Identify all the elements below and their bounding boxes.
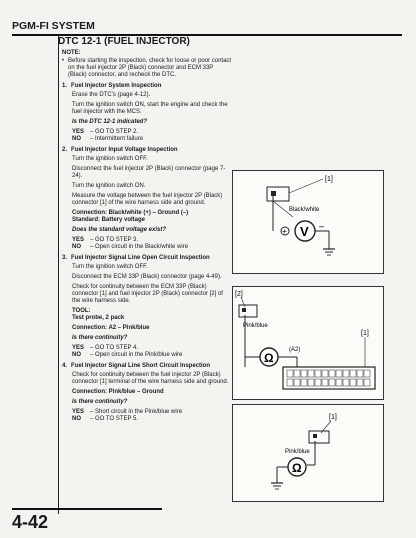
wire-label: Black/white	[289, 207, 320, 213]
positive-sign: +	[282, 227, 287, 236]
step-3-question: Is there continuity?	[72, 335, 128, 341]
callout-2-label: [2]	[235, 291, 243, 298]
callout-1-label: [1]	[361, 330, 369, 337]
injector-connector-icon	[267, 187, 289, 201]
pin-label: (A2)	[289, 347, 301, 353]
injector-connector-icon	[309, 431, 329, 443]
step-2-connection: Connection: Black/white (+) – Ground (–)	[72, 210, 189, 216]
step-1-yes: YES – GO TO STEP 2.	[72, 129, 139, 135]
section-rule	[58, 36, 59, 514]
step-2-body	[62, 156, 232, 251]
procedure-text	[62, 50, 232, 423]
step-1-question: Is the DTC 12-1 indicated?	[72, 119, 148, 125]
footer-rule	[12, 508, 162, 510]
step-4-title: 4. Fuel Injector Signal Line Short Circuit Inspection	[62, 363, 211, 369]
connector-terminal-icon	[242, 308, 246, 312]
step-2-line: Turn the ignition switch ON.	[72, 183, 146, 189]
diagram-voltage-check	[232, 170, 384, 274]
step-2-no: NO – Open circuit in the Black/white wire	[72, 244, 189, 250]
step-4-yes: YES – Short circuit in the Pink/blue wire	[72, 409, 183, 415]
step-3-title: 3. Fuel Injector Signal Line Open Circuit Inspection	[62, 255, 210, 261]
negative-sign: –	[319, 221, 325, 231]
diagram-short-circuit	[232, 404, 384, 502]
step-1-body	[62, 92, 232, 143]
system-header: PGM-FI SYSTEM	[12, 20, 402, 36]
wire-label: Pink/blue	[285, 449, 310, 455]
connector-terminal-icon	[313, 434, 317, 438]
step-3-connection: Connection: A2 – Pink/blue	[72, 325, 150, 331]
short-circuit-svg	[233, 405, 383, 501]
diagram-open-circuit	[232, 286, 384, 400]
step-1-no: NO – Intermittent failure	[72, 136, 144, 142]
step-4-no: NO – GO TO STEP 5.	[72, 416, 139, 422]
step-4-connection: Connection: Pink/blue – Ground	[72, 389, 164, 395]
injector-connector-icon	[239, 305, 257, 317]
ohmmeter-symbol: Ω	[292, 461, 302, 475]
step-2-question: Does the standard voltage exist?	[72, 227, 167, 233]
wire-label: Pink/blue	[243, 323, 268, 329]
note-text: • Before starting the inspection, check for loose or poor contact on the fuel injector 2P (Black) connector and ECM 33P (Black) connector, and recheck the DTC.	[62, 58, 232, 79]
ohmmeter-symbol: Ω	[264, 351, 274, 365]
step-3-line: Turn the ignition switch OFF.	[72, 264, 148, 270]
callout-label: [1]	[325, 176, 333, 183]
step-2-title: 2. Fuel Injector Input Voltage Inspection	[62, 147, 178, 153]
step-3-line: Disconnect the ECM 33P (Black) connector (page 4-49).	[72, 274, 222, 280]
step-1-line: Turn the ignition switch ON, start the engine and check the fuel injector with the MCS.	[72, 102, 228, 115]
step-4-question: Is there continuity?	[72, 399, 128, 405]
callout-leader-line	[289, 179, 323, 193]
tool-name: Test probe, 2 pack	[72, 315, 125, 321]
step-2-yes: YES – GO TO STEP 3.	[72, 237, 139, 243]
step-3-no: NO – Open circuit in the Pink/blue wire	[72, 352, 183, 358]
page-number: 4-42	[12, 512, 49, 532]
step-4-body	[62, 372, 232, 423]
open-circuit-svg	[233, 287, 383, 399]
connector-terminal-icon	[271, 191, 276, 196]
step-1-title: 1. Fuel Injector System Inspection	[62, 83, 162, 89]
step-2-line: Disconnect the fuel injector 2P (Black) connector (page 7-24).	[72, 166, 226, 179]
dtc-title: DTC 12-1 (FUEL INJECTOR)	[58, 36, 190, 47]
callout-label: [1]	[329, 414, 337, 421]
step-3-body	[62, 264, 232, 359]
step-4-line: Check for continuity between the fuel injector 2P (Black) connector [1] terminal of the wire harness side and ground.	[72, 372, 229, 385]
step-3-line: Check for continuity between the ECM 33P (Black) connector [1] and fuel injector 2P (Black) connector [2] of the wire harness side.	[72, 284, 223, 304]
step-2-standard: Standard: Battery voltage	[72, 217, 146, 223]
note-title: NOTE:	[62, 50, 81, 56]
step-1-line: Erase the DTC's (page 4-12).	[72, 92, 151, 98]
tool-label: TOOL:	[72, 308, 91, 314]
step-2-line: Measure the voltage between the fuel injector 2P (Black) connector [1] of the wire harness side and ground.	[72, 193, 223, 206]
step-3-yes: YES – GO TO STEP 4.	[72, 345, 139, 351]
step-2-line: Turn the ignition switch OFF.	[72, 156, 148, 162]
voltage-diagram-svg	[233, 171, 383, 273]
voltmeter-symbol: V	[300, 224, 309, 239]
